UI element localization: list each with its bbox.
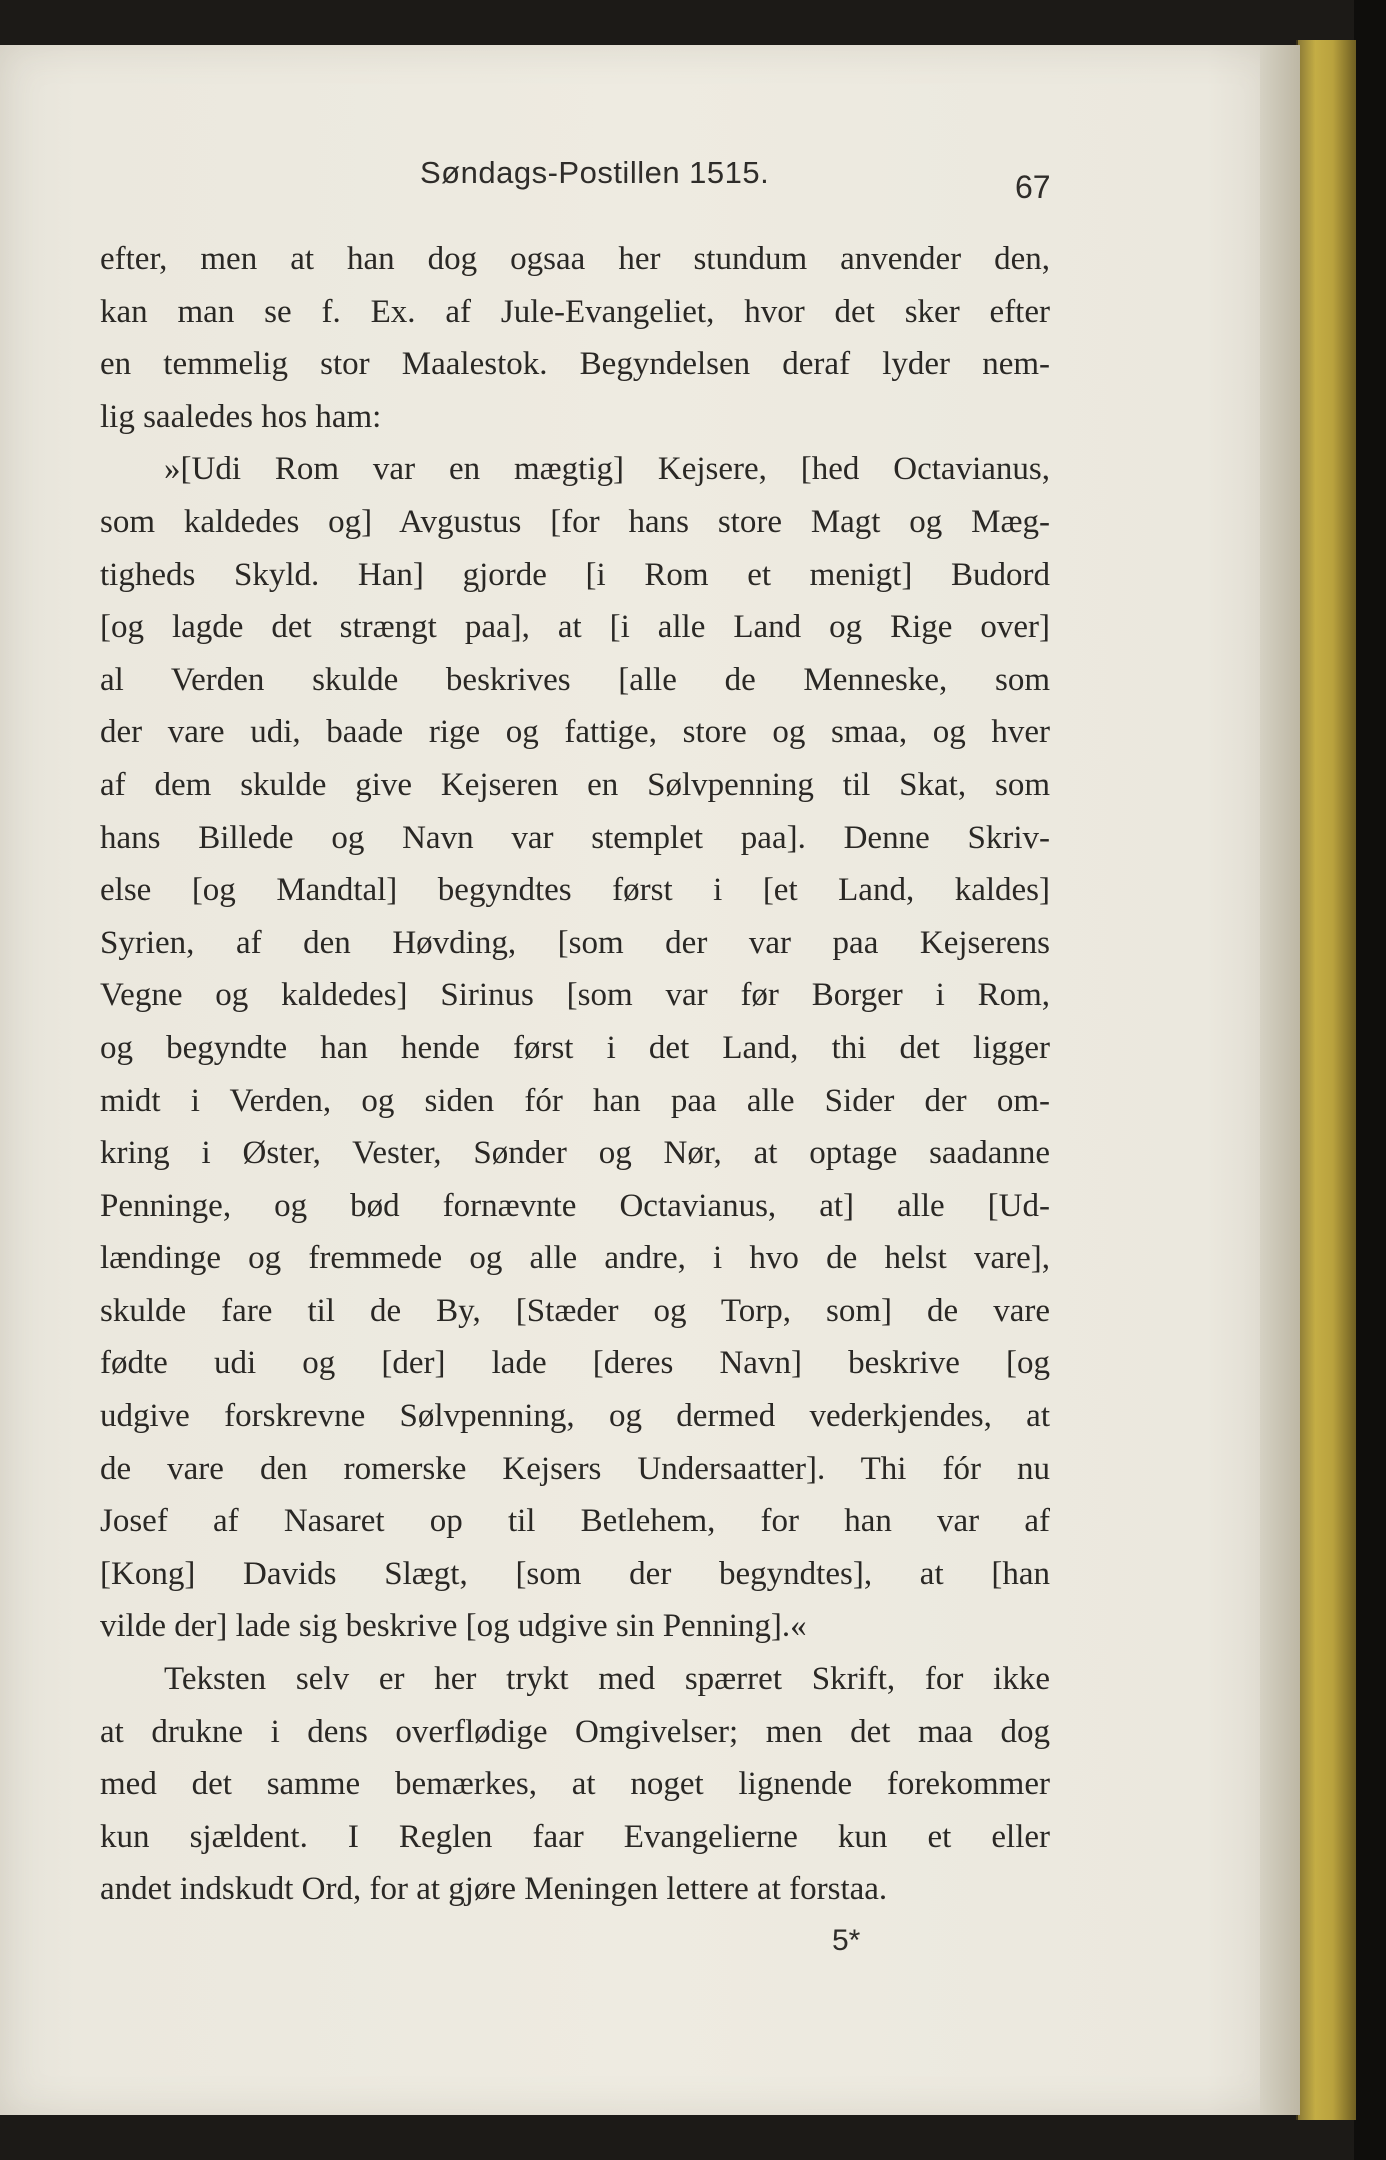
text-line: af dem skulde give Kejseren en Sølvpenning til Skat, som — [100, 766, 1050, 803]
text-line: Teksten selv er her trykt med spærret Skrift, for ikke — [164, 1661, 1050, 1698]
text-line: [og lagde det strængt paa], at [i alle Land og Rige over] — [100, 609, 1050, 646]
text-line: tigheds Skyld. Han] gjorde [i Rom et menigt] Budord — [100, 556, 1050, 593]
page-number: 67 — [1015, 169, 1051, 205]
text-line: lændinge og fremmede og alle andre, i hvo de helst vare], — [100, 1240, 1050, 1277]
text-line: kan man se f. Ex. af Jule-Evangeliet, hvor det sker efter — [100, 293, 1050, 330]
text-line: Vegne og kaldedes] Sirinus [som var før Borger i Rom, — [100, 977, 1050, 1014]
body-text — [100, 233, 1050, 1916]
text-line: »[Udi Rom var en mægtig] Kejsere, [hed Octavianus, — [164, 451, 1050, 488]
text-line: else [og Mandtal] begyndtes først i [et Land, kaldes] — [100, 872, 1050, 909]
text-line: der vare udi, baade rige og fattige, store og smaa, og hver — [100, 714, 1050, 751]
text-line: at drukne i dens overflødige Omgivelser; men det maa dog — [100, 1713, 1050, 1750]
text-line: efter, men at han dog ogsaa her stundum anvender den, — [100, 241, 1050, 277]
text-line: andet indskudt Ord, for at gjøre Meningen lettere at forstaa. — [100, 1871, 888, 1908]
text-line: udgive forskrevne Sølvpenning, og dermed vederkjendes, at — [100, 1398, 1050, 1435]
book-edge-dark — [1354, 0, 1386, 2160]
text-line: og begyndte han hende først i det Land, thi det ligger — [100, 1029, 1050, 1066]
text-line: al Verden skulde beskrives [alle de Menneske, som — [100, 661, 1050, 698]
page-header — [0, 155, 1284, 215]
text-line: som kaldedes og] Avgustus [for hans store Magt og Mæg- — [100, 503, 1050, 540]
text-line: kun sjældent. I Reglen faar Evangelierne kun et eller — [100, 1818, 1050, 1855]
signature-mark: 5* — [832, 1924, 861, 1957]
text-line: en temmelig stor Maalestok. Begyndelsen deraf lyder nem- — [100, 346, 1050, 383]
book-gilt-edge — [1296, 40, 1356, 2120]
text-line: midt i Verden, og siden fór han paa alle Sider der om- — [100, 1082, 1050, 1119]
text-line: Josef af Nasaret op til Betlehem, for han var af — [100, 1503, 1050, 1540]
text-line: lig saaledes hos ham: — [100, 398, 382, 435]
text-line: de vare den romerske Kejsers Undersaatter]. Thi fór nu — [100, 1450, 1050, 1487]
text-line: fødte udi og [der] lade [deres Navn] beskrive [og — [100, 1345, 1050, 1382]
text-line: vilde der] lade sig beskrive [og udgive sin Penning].« — [100, 1608, 807, 1645]
page-fold-shadow — [1260, 45, 1300, 2115]
text-line: Penninge, og bød fornævnte Octavianus, at] alle [Ud- — [100, 1187, 1050, 1224]
text-line: hans Billede og Navn var stemplet paa]. Denne Skriv- — [100, 819, 1050, 856]
text-line: [Kong] Davids Slægt, [som der begyndtes], at [han — [100, 1555, 1050, 1592]
running-title: Søndags-Postillen 1515. — [420, 155, 770, 190]
text-line: med det samme bemærkes, at noget lignende forekommer — [100, 1766, 1050, 1803]
text-line: Syrien, af den Høvding, [som der var paa Kejserens — [100, 924, 1050, 961]
text-line: kring i Øster, Vester, Sønder og Nør, at optage saadanne — [100, 1135, 1050, 1172]
text-line: skulde fare til de By, [Stæder og Torp, som] de vare — [100, 1292, 1050, 1329]
